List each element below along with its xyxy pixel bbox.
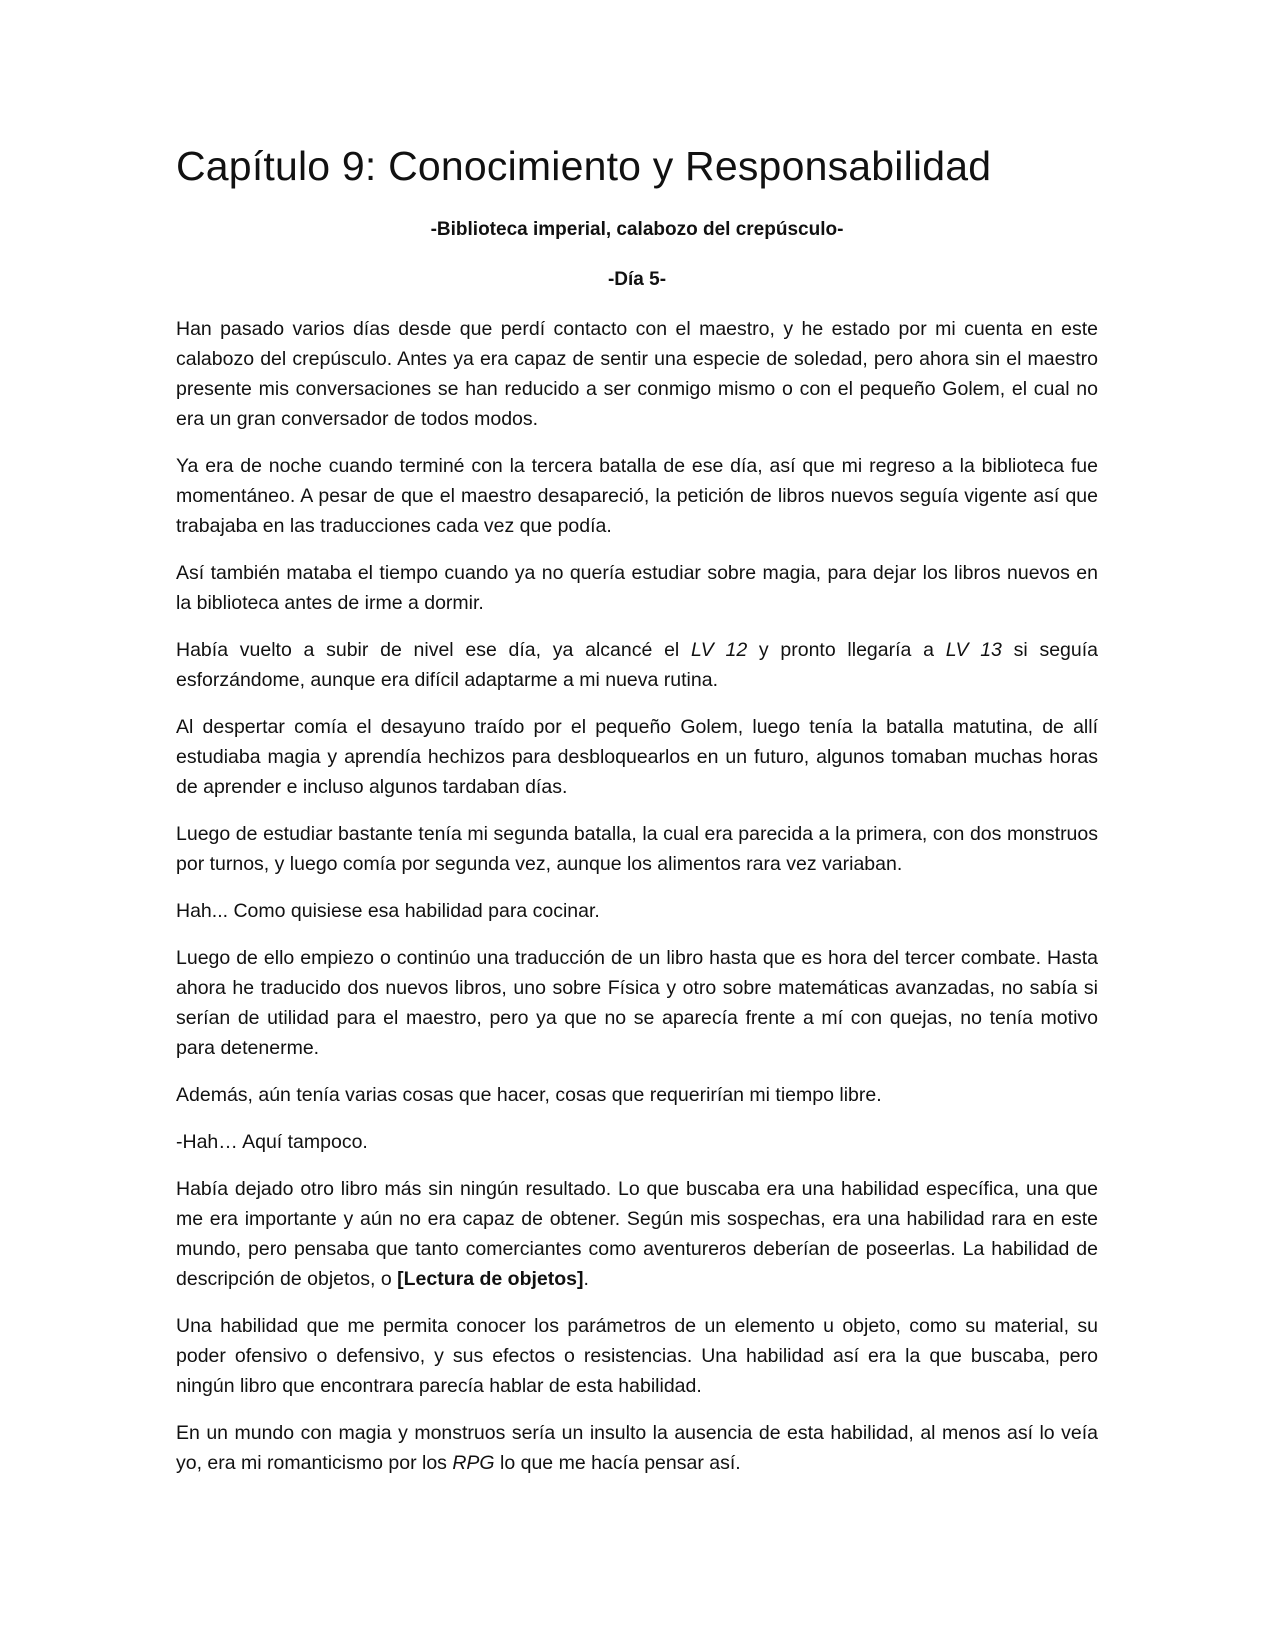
location-heading: -Biblioteca imperial, calabozo del crepúsculo- [430,219,844,241]
paragraph-1: Han pasado varios días desde que perdí contacto con el maestro, y he estado por mi cuenta en este calabozo del crepúsculo. Antes ya era capaz de sentir una especie de soledad, pero ahora sin el maestro presente mis conversaciones se han reducido a ser conmigo mismo o con el pequeño Golem, el cual no era un gran conversador de todos modos. [176,318,1098,431]
paragraph-11-text-b: . [583,1268,589,1291]
paragraph-2: Ya era de noche cuando terminé con la tercera batalla de ese día, así que mi regreso a la biblioteca fue momentáneo. A pesar de que el maestro desapareció, la petición de libros nuevos seguía vigente así que trabajaba en las traducciones cada vez que podía. [176,455,1098,538]
paragraph-5: Al despertar comía el desayuno traído por el pequeño Golem, luego tenía la batalla matutina, de allí estudiaba magia y aprendía hechizos para desbloquearlos en un futuro, algunos tomaban muchas horas de aprender e incluso algunos tardaban días. [176,716,1098,799]
paragraph-3: Así también mataba el tiempo cuando ya no quería estudiar sobre magia, para dejar los libros nuevos en la biblioteca antes de irme a dormir. [176,562,1098,615]
paragraph-10: -Hah… Aquí tampoco. [176,1131,368,1154]
paragraph-4 [176,635,1098,695]
paragraph-4-text-b: y pronto llegaría a [747,639,946,662]
document-page [176,140,1098,1495]
day-heading: -Día 5- [607,268,667,290]
skill-name: [Lectura de objetos] [397,1268,584,1291]
paragraph-13-text-a: En un mundo con magia y monstruos sería un insulto la ausencia de esta habilidad, al menos así lo veía yo, era mi romanticismo por los [176,1422,1098,1475]
paragraph-13-text-b: lo que me hacía pensar así. [494,1452,741,1475]
paragraph-6: Luego de estudiar bastante tenía mi segunda batalla, la cual era parecida a la primera, con dos monstruos por turnos, y luego comía por segunda vez, aunque los alimentos rara vez variaban. [176,823,1098,876]
paragraph-11-text-a: Había dejado otro libro más sin ningún resultado. Lo que buscaba era una habilidad específica, una que me era importante y aún no era capaz de obtener. Según mis sospechas, era una habilidad rara en este mundo, pero pensaba que tanto comerciantes como aventureros deberían de poseerlas. La habilidad de descripción de objetos, o [176,1178,1098,1291]
paragraph-12: Una habilidad que me permita conocer los parámetros de un elemento u objeto, como su material, su poder ofensivo o defensivo, y sus efectos o resistencias. Una habilidad así era la que buscaba, pero ningún libro que encontrara parecía hablar de esta habilidad. [176,1315,1098,1398]
paragraph-11 [176,1174,1098,1294]
level-13: LV 13 [945,639,1002,662]
level-12: LV 12 [690,639,748,662]
chapter-title: Capítulo 9: Conocimiento y Responsabilidad [176,143,992,189]
paragraph-4-text-c: si seguía esforzándome, aunque era difícil adaptarme a mi nueva rutina. [176,639,1098,692]
paragraph-8: Luego de ello empiezo o continúo una traducción de un libro hasta que es hora del tercer combate. Hasta ahora he traducido dos nuevos libros, uno sobre Física y otro sobre matemáticas avanzadas, no sabía si serían de utilidad para el maestro, pero ya que no se aparecía frente a mí con quejas, no tenía motivo para detenerme. [176,947,1098,1060]
paragraph-13 [176,1418,1098,1478]
paragraph-4-text-a: Había vuelto a subir de nivel ese día, ya alcancé el [176,639,691,662]
rpg-term: RPG [452,1452,495,1475]
paragraph-7: Hah... Como quisiese esa habilidad para cocinar. [176,900,600,923]
paragraph-9: Además, aún tenía varias cosas que hacer, cosas que requerirían mi tiempo libre. [176,1084,882,1107]
